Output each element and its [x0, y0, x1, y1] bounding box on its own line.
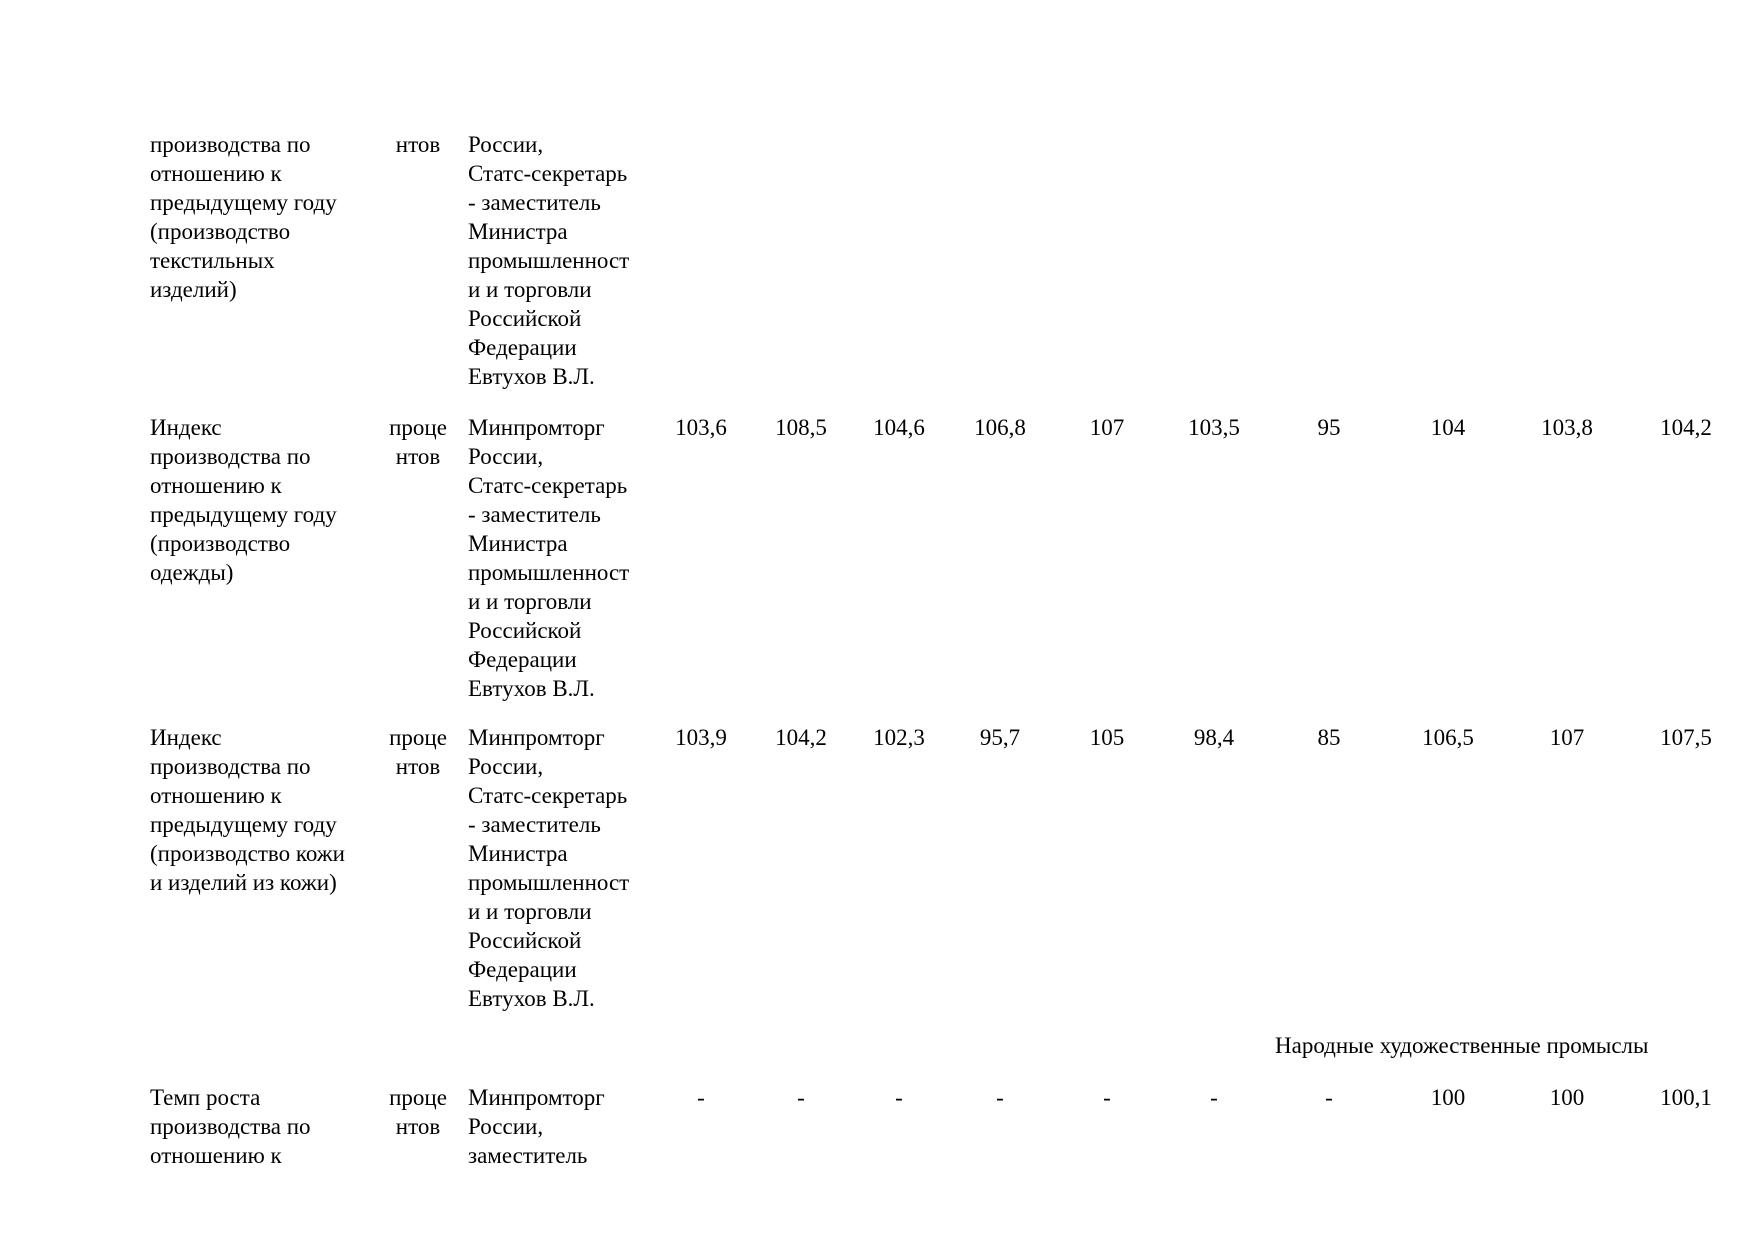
- unit: проце нтов: [389, 725, 447, 779]
- value-cell: -: [697, 1085, 705, 1110]
- value-cell: -: [1210, 1085, 1218, 1110]
- value-cell: -: [895, 1085, 903, 1110]
- unit: проце нтов: [389, 415, 447, 469]
- value-cell: -: [1325, 1085, 1333, 1110]
- responsible: Минпромторг России, Статс-секретарь - заместитель Министра промышленност и и торговли Российской Федерации Евтухов В.Л.: [468, 415, 630, 701]
- unit: нтов: [395, 132, 441, 157]
- value-cell: 98,4: [1193, 725, 1235, 750]
- value-cell: 95: [1317, 415, 1341, 440]
- indicator-name: Индекс производства по отношению к предыдущему году (производство одежды): [150, 415, 337, 585]
- value-cell: 103,5: [1188, 415, 1240, 440]
- unit: проце нтов: [389, 1085, 447, 1139]
- section-title: Народные художественные промыслы: [1275, 1033, 1649, 1058]
- indicator-name: производства по отношению к предыдущему году (производство текстильных изделий): [150, 132, 337, 302]
- value-cell: 95,7: [979, 725, 1021, 750]
- value-cell: 106,8: [974, 415, 1026, 440]
- value-cell: 100,1: [1660, 1085, 1712, 1110]
- value-cell: 107: [1549, 725, 1585, 750]
- value-cell: 104,2: [1660, 415, 1712, 440]
- responsible: России, Статс-секретарь - заместитель Министра промышленност и и торговли Российской Федерации Евтухов В.Л.: [468, 132, 630, 389]
- value-cell: 103,9: [675, 725, 727, 750]
- value-cell: 106,5: [1422, 725, 1474, 750]
- value-cell: -: [996, 1085, 1004, 1110]
- value-cell: 107,5: [1660, 725, 1712, 750]
- value-cell: 100: [1430, 1085, 1466, 1110]
- value-cell: 104,2: [775, 725, 827, 750]
- indicator-name: Индекс производства по отношению к предыдущему году (производство кожи и изделий из кожи): [150, 725, 345, 895]
- value-cell: -: [797, 1085, 805, 1110]
- value-cell: 108,5: [775, 415, 827, 440]
- value-cell: 104: [1430, 415, 1466, 440]
- responsible: Минпромторг России, Статс-секретарь - заместитель Министра промышленност и и торговли Российской Федерации Евтухов В.Л.: [468, 725, 630, 1011]
- value-cell: 104,6: [873, 415, 925, 440]
- value-cell: 100: [1549, 1085, 1585, 1110]
- value-cell: -: [1103, 1085, 1111, 1110]
- value-cell: 107: [1089, 415, 1125, 440]
- value-cell: 105: [1089, 725, 1125, 750]
- responsible: Минпромторг России, заместитель: [468, 1085, 605, 1168]
- value-cell: 102,3: [873, 725, 925, 750]
- value-cell: 103,8: [1541, 415, 1593, 440]
- value-cell: 85: [1317, 725, 1341, 750]
- indicator-name: Темп роста производства по отношению к: [150, 1085, 311, 1168]
- value-cell: 103,6: [675, 415, 727, 440]
